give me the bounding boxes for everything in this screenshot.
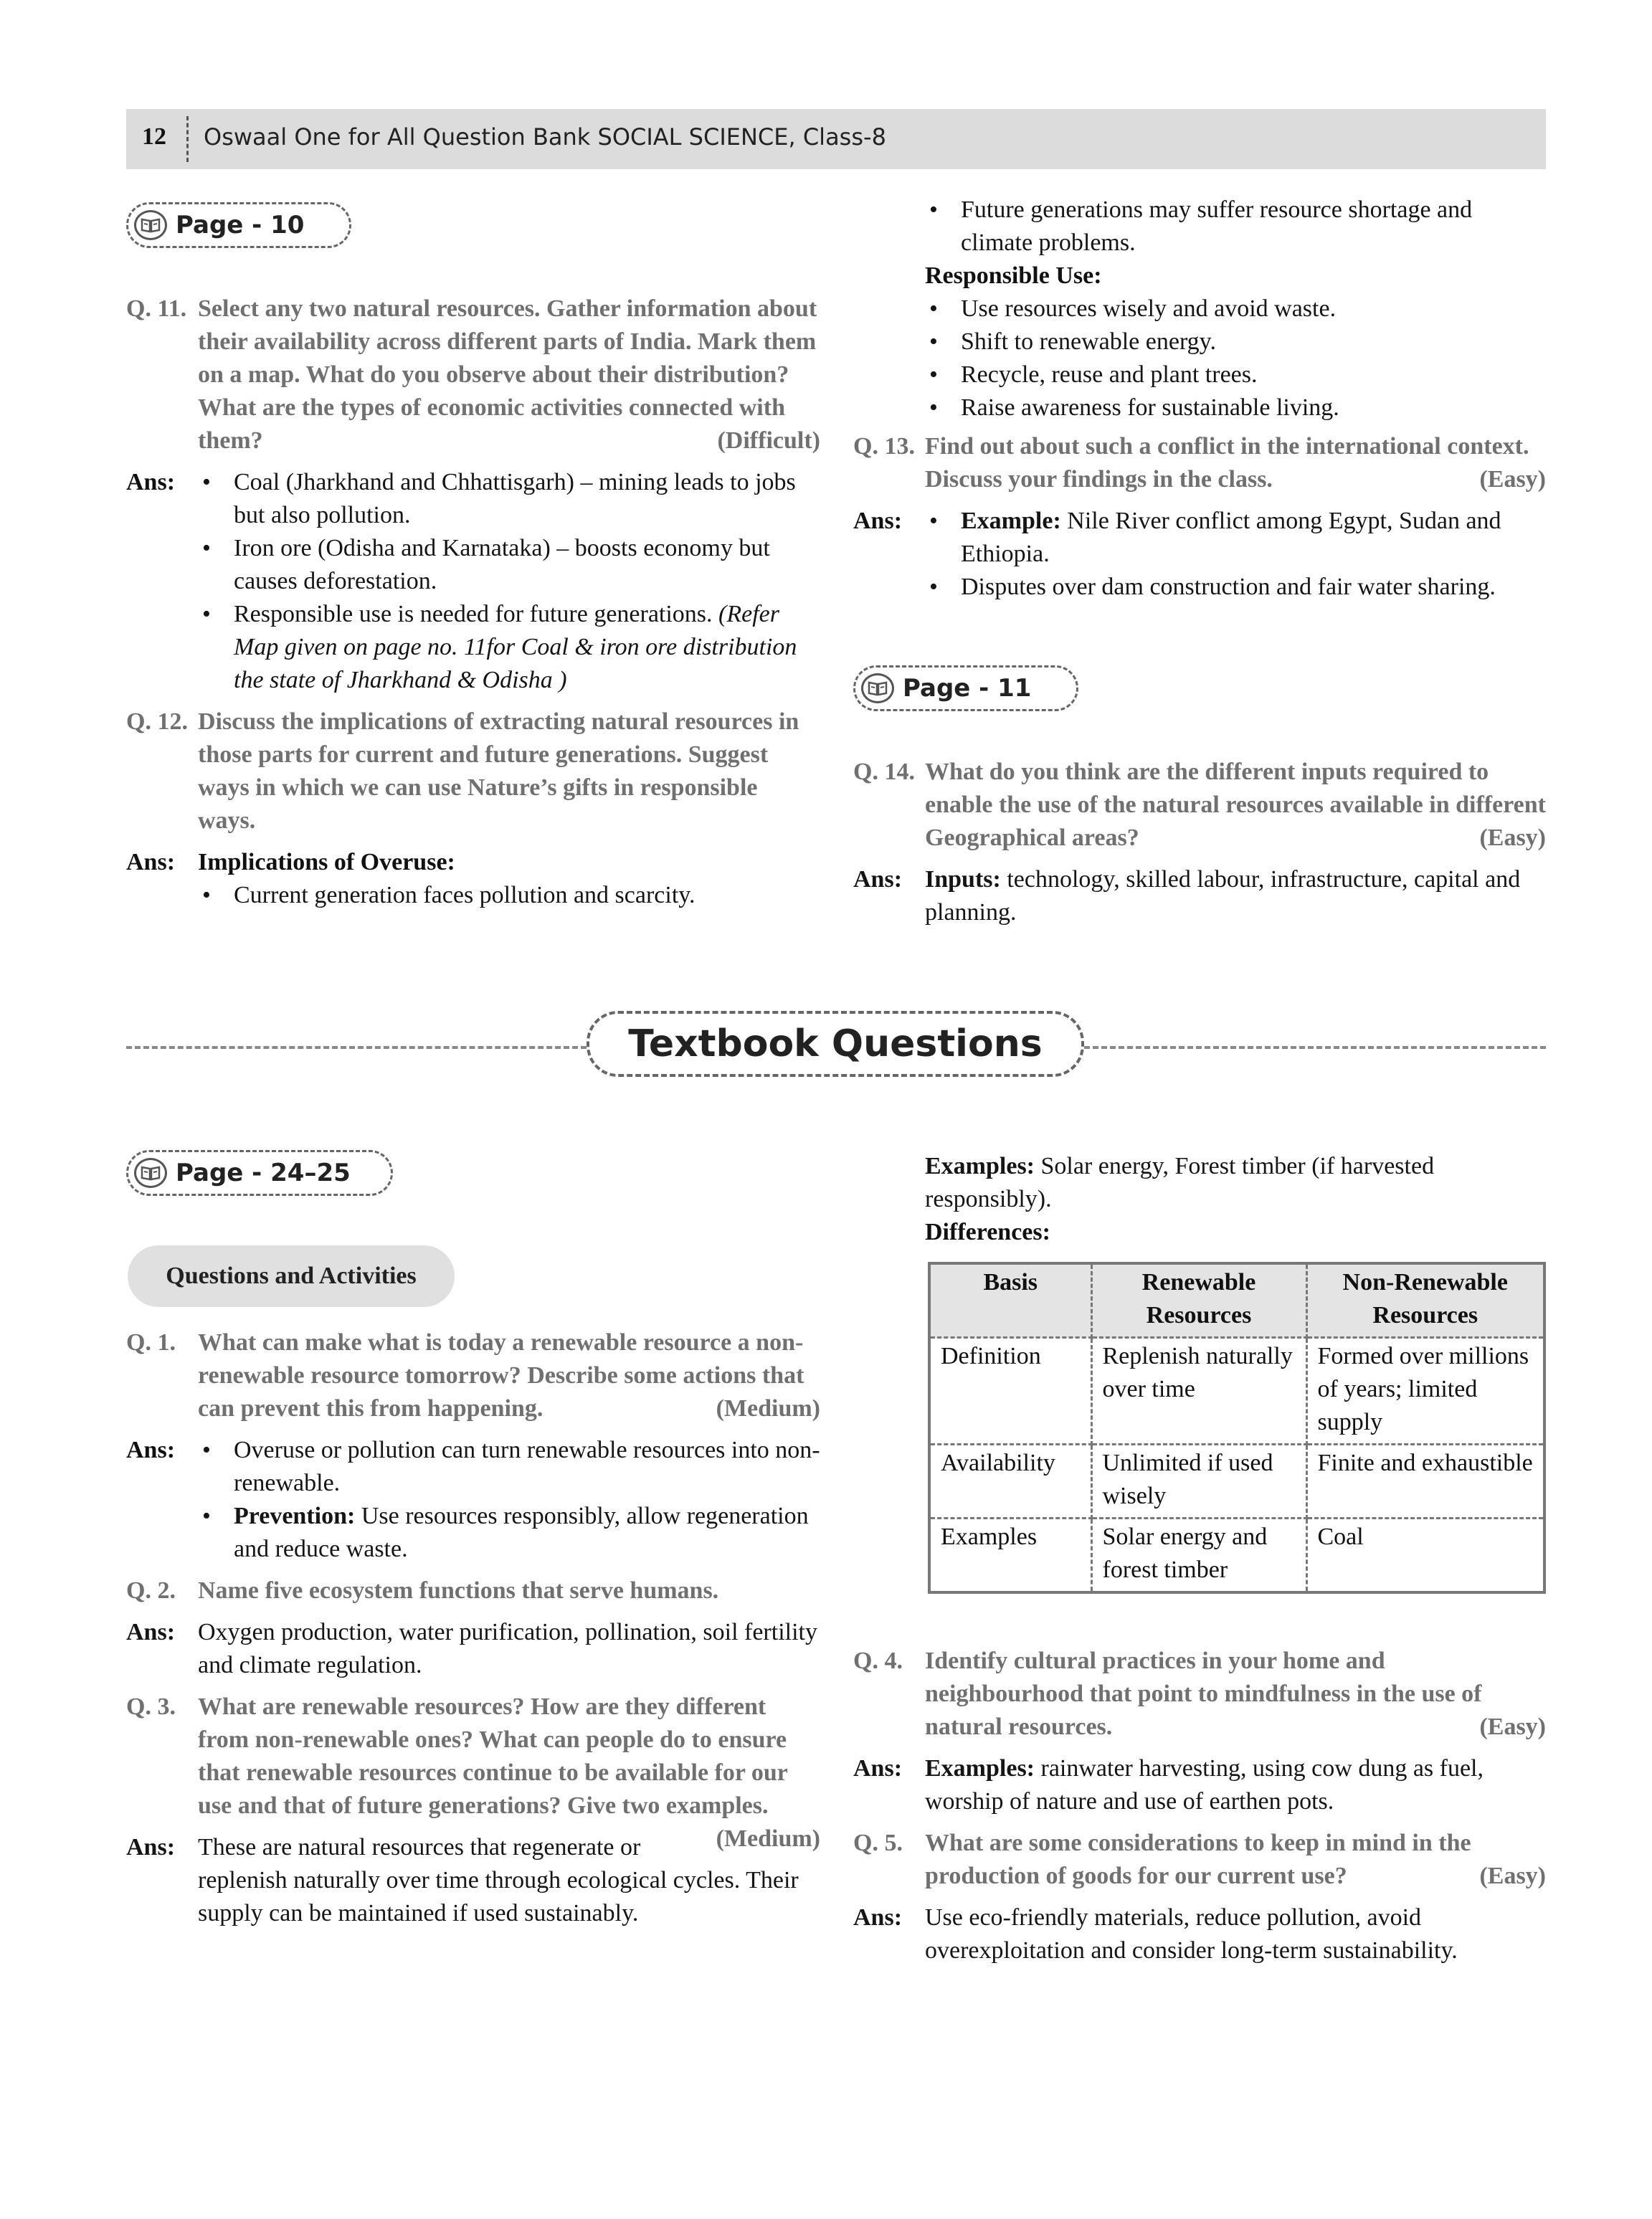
lower-right-top <box>925 1150 1546 1249</box>
lower-left-column <box>126 1326 820 1939</box>
list-item: • Shift to renewable energy. <box>925 326 1546 358</box>
upper-right-column <box>853 194 1546 612</box>
list-item: • Current generation faces pollution and scarcity. <box>198 879 820 912</box>
question-11 <box>126 293 820 457</box>
textbook-answer-2 <box>126 1616 820 1682</box>
list-item: • Use resources wisely and avoid waste. <box>925 293 1546 326</box>
table-cell: Solar energy and forest timber <box>1091 1519 1306 1593</box>
page-header <box>126 109 1546 169</box>
list-item-text: Responsible use is needed for future generations. <box>234 601 713 627</box>
book-icon <box>134 210 167 240</box>
list-item <box>198 598 820 697</box>
page-tag-10 <box>126 202 351 248</box>
page-tag-24-25 <box>126 1150 393 1196</box>
list-item: • Coal (Jharkhand and Chhattisgarh) – mining leads to jobs but also pollution. <box>198 466 820 532</box>
table-row <box>929 1519 1544 1593</box>
difficulty-badge: (Easy) <box>1479 1863 1546 1889</box>
textbook-question-5 <box>853 1827 1546 1893</box>
list-item: • Disputes over dam construction and fair water sharing. <box>925 571 1546 604</box>
inputs-label: Inputs: <box>925 866 1001 893</box>
answer-label: Ans: <box>126 469 176 495</box>
answer-text: Oxygen production, water purification, pollination, soil fertility and climate regulation. <box>198 1619 817 1678</box>
book-icon <box>861 673 894 703</box>
answer-label: Ans: <box>853 1904 903 1931</box>
page-tag-label: Page - 24–25 <box>176 1159 351 1187</box>
question-14 <box>853 756 1546 855</box>
difficulty-badge: (Easy) <box>1479 825 1546 851</box>
question-text: What can make what is today a renewable resource a non-renewable resource tomorrow? Describe some actions that can prevent this from happening. <box>198 1329 804 1422</box>
section-divider-left <box>126 1046 587 1049</box>
question-number: Q. 4. <box>853 1648 903 1674</box>
page-tag-label: Page - 10 <box>176 211 305 239</box>
answer-label: Ans: <box>126 1619 176 1645</box>
answer-label: Ans: <box>853 866 903 893</box>
page-11-column <box>853 756 1546 938</box>
resources-comparison-table <box>928 1262 1546 1594</box>
differences-label: Differences: <box>925 1219 1050 1245</box>
examples-text: Solar energy, Forest timber (if harvested responsibly). <box>925 1153 1435 1212</box>
question-number: Q. 11. <box>126 295 187 322</box>
answer-label: Ans: <box>126 1437 176 1463</box>
difficulty-badge: (Medium) <box>716 1825 820 1852</box>
question-text: Name five ecosystem functions that serve humans. <box>198 1577 719 1604</box>
textbook-answer-4 <box>853 1752 1546 1818</box>
question-text: What are renewable resources? How are they different from non-renewable ones? What can people do to ensure that renewable resources continue to be available for our use and that of future generations? Give two examples. <box>198 1693 788 1819</box>
textbook-answer-1 <box>126 1434 820 1566</box>
examples-label: Examples: <box>925 1755 1035 1782</box>
table-cell: Examples <box>929 1519 1091 1593</box>
column-header: Basis <box>929 1263 1091 1338</box>
question-number: Q. 2. <box>126 1577 176 1604</box>
lower-right-bottom <box>853 1645 1546 1976</box>
answer-text: These are natural resources that regenerate or replenish naturally over time through ecological cycles. Their supply can be maintained if used sustainably. <box>198 1834 799 1926</box>
responsible-use-heading: Responsible Use: <box>925 262 1102 289</box>
section-title: Textbook Questions <box>628 1022 1043 1065</box>
textbook-question-1 <box>126 1326 820 1425</box>
table-cell: Unlimited if used wisely <box>1091 1445 1306 1519</box>
question-text: Select any two natural resources. Gather information about their availability across different parts of India. Mark them on a map. What do you observe about their distribution? What are the types of economic activities connected with them? <box>198 295 817 454</box>
list-item: • Overuse or pollution can turn renewable resources into non-renewable. <box>198 1434 820 1500</box>
column-header: Non-Renewable Resources <box>1306 1263 1544 1338</box>
answer-label: Ans: <box>126 849 176 875</box>
answer-label: Ans: <box>853 508 903 534</box>
section-divider-right <box>1084 1046 1546 1049</box>
implications-heading: Implications of Overuse: <box>198 849 455 875</box>
question-12 <box>126 705 820 837</box>
answer-12-continued <box>853 194 1546 424</box>
table-cell: Formed over millions of years; limited supply <box>1306 1338 1544 1445</box>
question-text: Discuss the implications of extracting natural resources in those parts for current and future generations. Suggest ways in which we can use Nature’s gifts in responsible ways. <box>198 708 799 834</box>
list-item: • Recycle, reuse and plant trees. <box>925 358 1546 391</box>
table-cell: Coal <box>1306 1519 1544 1593</box>
question-number: Q. 14. <box>853 759 915 785</box>
textbook-question-2 <box>126 1574 820 1607</box>
book-icon <box>134 1158 167 1188</box>
question-number: Q. 13. <box>853 433 915 460</box>
answer-11 <box>126 466 820 697</box>
subsection-heading: Questions and Activities <box>128 1245 455 1307</box>
table-cell: Availability <box>929 1445 1091 1519</box>
examples-text: rainwater harvesting, using cow dung as fuel, worship of nature and use of earthen pots. <box>925 1755 1484 1815</box>
section-heading <box>587 1011 1084 1077</box>
table-cell: Definition <box>929 1338 1091 1445</box>
textbook-answer-5 <box>853 1901 1546 1967</box>
column-header: Renewable Resources <box>1091 1263 1306 1338</box>
table-cell: Finite and exhaustible <box>1306 1445 1544 1519</box>
answer-13 <box>853 505 1546 604</box>
list-item: • Raise awareness for sustainable living. <box>925 391 1546 424</box>
answer-12 <box>126 846 820 912</box>
question-number: Q. 1. <box>126 1329 176 1356</box>
question-text: What do you think are the different inputs required to enable the use of the natural resources available in different Geographical areas? <box>925 759 1547 851</box>
question-text: Identify cultural practices in your home and neighbourhood that point to mindfulness in the use of natural resources. <box>925 1648 1482 1740</box>
book-title: Oswaal One for All Question Bank SOCIAL SCIENCE, Class-8 <box>204 123 886 151</box>
example-label: Example: <box>961 508 1061 534</box>
question-text: Find out about such a conflict in the international context. Discuss your findings in the class. <box>925 433 1529 493</box>
list-item: • Future generations may suffer resource shortage and climate problems. <box>925 194 1546 260</box>
header-divider <box>186 116 189 162</box>
page-tag-label: Page - 11 <box>903 674 1032 703</box>
difficulty-badge: (Difficult) <box>717 427 820 454</box>
page-tag-11 <box>853 665 1078 711</box>
answer-14 <box>853 863 1546 929</box>
question-number: Q. 12. <box>126 708 188 735</box>
prevention-label: Prevention: <box>234 1503 356 1529</box>
upper-left-column <box>126 293 820 921</box>
textbook-question-4 <box>853 1645 1546 1744</box>
prevention-text: Use resources responsibly, allow regeneration and reduce waste. <box>234 1503 809 1562</box>
difficulty-badge: (Easy) <box>1479 466 1546 493</box>
table-row <box>929 1338 1544 1445</box>
list-item: • Iron ore (Odisha and Karnataka) – boosts economy but causes deforestation. <box>198 532 820 598</box>
examples-label: Examples: <box>925 1153 1035 1179</box>
answer-label: Ans: <box>126 1834 176 1861</box>
question-number: Q. 5. <box>853 1830 903 1856</box>
table-row <box>929 1445 1544 1519</box>
map-reference-note: (Refer Map given on page no. 11for Coal & iron ore distribution the state of Jharkhand & Odisha ) <box>234 601 797 693</box>
example-text: Nile River conflict among Egypt, Sudan and Ethiopia. <box>961 508 1501 567</box>
difficulty-badge: (Medium) <box>716 1395 820 1422</box>
list-item <box>198 1500 820 1566</box>
difficulty-badge: (Easy) <box>1479 1714 1546 1740</box>
question-number: Q. 3. <box>126 1693 176 1720</box>
inputs-text: technology, skilled labour, infrastructure, capital and planning. <box>925 866 1521 926</box>
answer-3-examples <box>925 1150 1546 1216</box>
answer-label: Ans: <box>853 1755 903 1782</box>
textbook-answer-3 <box>126 1831 820 1930</box>
question-text: What are some considerations to keep in mind in the production of goods for our current use? <box>925 1830 1471 1889</box>
table-cell: Replenish naturally over time <box>1091 1338 1306 1445</box>
answer-text: Use eco-friendly materials, reduce pollution, avoid overexploitation and consider long-term sustainability. <box>925 1904 1458 1964</box>
question-13 <box>853 430 1546 496</box>
list-item <box>925 505 1546 571</box>
page-number: 12 <box>142 123 166 150</box>
table-header-row <box>929 1263 1544 1338</box>
